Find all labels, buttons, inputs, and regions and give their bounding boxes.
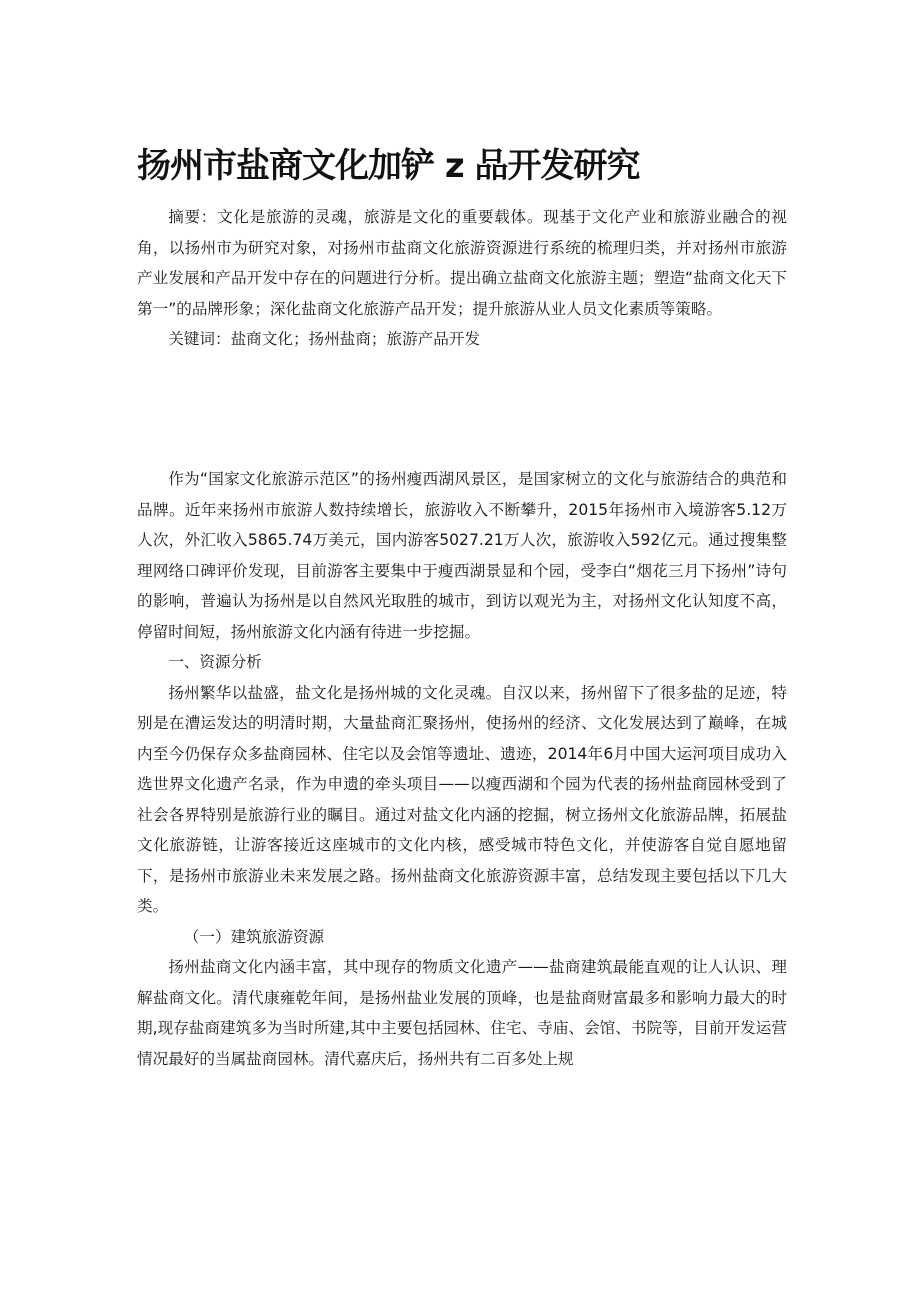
document-title: 扬州市盐商文化加铲 z 品开发研究 [137,146,640,186]
intro-paragraph: 作为“国家文化旅游示范区”的扬州瘦西湖风景区，是国家树立的文化与旅游结合的典范和品牌。近年来扬州市旅游人数持续增长，旅游收入不断攀升，2015年扬州市入境游客5.12万人次，外汇收入5865.74万美元，国内游客5027.21万人次，旅游收入592亿元。通过搜集整理网络口碑评价发现，目前游客主要集中于瘦西湖景显和个园，受李白“烟花三月下扬州”诗句的影响，普遍认为扬州是以自然风光取胜的城市，到访以观光为主，对扬州文化认知度不高，停留时间短，扬州旅游文化内涵有待进一步挖掘。 [137,470,787,641]
subsection-paragraph: 扬州盐商文化内涵丰富，其中现存的物质文化遗产——盐商建筑最能直观的让人认识、理解盐商文化。清代康雍乾年间，是扬州盐业发展的顶峰，也是盐商财富最多和影响力最大的时期,现存盐商建筑多为当时所建,其中主要包括园林、住宅、寺庙、会馆、书院等，目前开发运营情况最好的当属盐商园林。清代嘉庆后，扬州共有二百多处上规 [137,958,787,1068]
abstract-paragraph: 摘要：文化是旅游的灵魂，旅游是文化的重要载体。现基于文化产业和旅游业融合的视角，以扬州市为研究对象，对扬州市盐商文化旅游资源进行系统的梳理归类，并对扬州市旅游产业发展和产品开发中存在的问题进行分析。提出确立盐商文化旅游主题；塑造“盐商文化天下第一”的品牌形象；深化盐商文化旅游产品开发；提升旅游从业人员文化素质等策略。 [137,208,787,318]
keywords-paragraph: 关键词：盐商文化；扬州盐商；旅游产品开发 [168,330,481,348]
main-text-block [137,464,787,1074]
section-paragraph: 扬州繁华以盐盛，盐文化是扬州城的文化灵魂。自汉以来，扬州留下了很多盐的足迹，特别是在漕运发达的明清时期，大量盐商汇聚扬州，使扬州的经济、文化发展达到了巅峰，在城内至今仍保存众多盐商园林、住宅以及会馆等遗址、遗迹，2014年6月中国大运河项目成功入选世界文化遗产名录，作为申遗的牵头项目——以瘦西湖和个园为代表的扬州盐商园林受到了社会各界特别是旅游行业的瞩目。通过对盐文化内涵的挖掘，树立扬州文化旅游品牌，拓展盐文化旅游链，让游客接近这座城市的文化内核，感受城市特色文化，并使游客自觉自愿地留下，是扬州市旅游业未来发展之路。扬州盐商文化旅游资源丰富，总结发现主要包括以下几大类。 [137,683,787,915]
abstract-block [137,202,787,355]
subsection-heading: （一）建筑旅游资源 [183,927,325,946]
section-heading: 一、资源分析 [168,653,262,671]
